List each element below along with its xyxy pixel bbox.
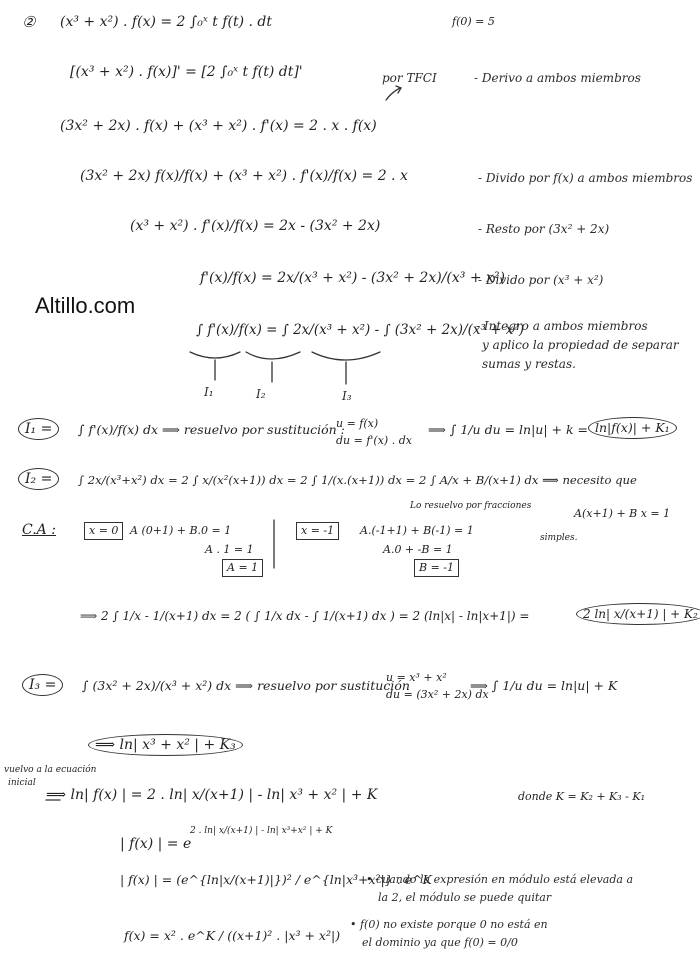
i3-final: ⟹ ln| x³ + x² | + K₃ xyxy=(88,734,243,756)
i3-sub-du: du = (3x² + 2x) dx xyxy=(386,688,489,701)
final-equation-4: f(x) = x² . e^K / ((x+1)² . |x³ + x²|) xyxy=(124,928,341,943)
equation-4: (3x² + 2x) f(x)/f(x) + (x³ + x²) . f'(x)/f(x) = 2 . x xyxy=(80,168,408,184)
note-divido-fx: - Divido por f(x) a ambos miembros xyxy=(478,171,693,185)
note-integro-3: sumas y restas. xyxy=(482,357,576,371)
i2-condition: A(x+1) + B x = 1 xyxy=(574,507,671,520)
case-xm1: x = -1 xyxy=(296,522,339,540)
equation-1: (x³ + x²) . f(x) = 2 ∫₀ˣ t f(t) . dt xyxy=(60,14,272,30)
i3-expression: ∫ (3x² + 2x)/(x³ + x²) dx ⟹ resuelvo por sustitución xyxy=(82,678,410,693)
note-derivo: - Derivo a ambos miembros xyxy=(474,71,641,85)
final-equation-3: | f(x) | = (e^{ln|x/(x+1)|})² / e^{ln|x³+x²|} . e^K xyxy=(120,872,432,887)
note-vuelvo-2: inicial xyxy=(8,778,36,788)
case-xm1-result: B = -1 xyxy=(414,559,459,577)
label-i2-under: I₂ xyxy=(256,387,266,401)
ca-label: C.A : xyxy=(22,522,56,538)
note-vuelvo-1: vuelvo a la ecuación xyxy=(4,765,97,775)
i3-label: I₃ = xyxy=(22,674,63,696)
case-xm1-eq1: A.(-1+1) + B(-1) = 1 xyxy=(360,524,474,537)
label-i3-under: I₃ xyxy=(342,389,352,403)
final-equation-2: | f(x) | = e xyxy=(120,836,192,852)
note-f0-1: • f(0) no existe porque 0 no está en xyxy=(350,918,548,931)
i2-final: 2 ln| x/(x+1) | + K₂ xyxy=(576,603,700,625)
i2-label: I₂ = xyxy=(18,468,59,490)
i1-sub-u: u = f(x) xyxy=(336,417,379,430)
i3-sub-u: u = x³ + x² xyxy=(386,671,447,684)
i1-sub-du: du = f'(x) . dx xyxy=(336,434,412,447)
equation-3: (3x² + 2x) . f(x) + (x³ + x²) . f'(x) = 2 . x . f(x) xyxy=(60,118,377,134)
note-tfci: por TFCI xyxy=(382,71,437,85)
i2-expression: ∫ 2x/(x³+x²) dx = 2 ∫ x/(x²(x+1)) dx = 2 ∫ 1/(x.(x+1)) dx = 2 ∫ A/x + B/(x+1) dx ⟹ necesito que xyxy=(78,473,637,487)
equation-2: [(x³ + x²) . f(x)]' = [2 ∫₀ˣ t f(t) dt]' xyxy=(70,64,303,80)
case-xm1-eq2: A.0 + -B = 1 xyxy=(383,543,453,556)
label-i1-under: I₁ xyxy=(204,385,214,399)
i1-final: ln|f(x)| + K₁ xyxy=(588,417,677,439)
note-integro-2: y aplico la propiedad de separar xyxy=(482,338,679,352)
i1-result: ⟹ ∫ 1/u du = ln|u| + k = xyxy=(428,422,589,437)
final-equation-1: ⟹ ln| f(x) | = 2 . ln| x/(x+1) | - ln| x³ + x² | + K xyxy=(46,787,378,803)
note-modulo-1: • cuando la expresión en módulo está elevada a xyxy=(366,873,633,886)
i2-result: ⟹ 2 ∫ 1/x - 1/(x+1) dx = 2 ( ∫ 1/x dx - ∫ 1/(x+1) dx ) = 2 (ln|x| - ln|x+1|) = xyxy=(80,609,530,623)
note-modulo-2: la 2, el módulo se puede quitar xyxy=(378,891,552,904)
case-x0-result: A = 1 xyxy=(222,559,263,577)
note-donde: donde K = K₂ + K₃ - K₁ xyxy=(518,790,646,803)
equation-5: (x³ + x²) . f'(x)/f(x) = 2x - (3x² + 2x) xyxy=(130,218,381,234)
note-divido-x: - Divido por (x³ + x²) xyxy=(478,273,604,287)
i1-label: I₁ = xyxy=(18,418,59,440)
altillo-watermark: Altillo.com xyxy=(35,293,136,318)
exponent-expression: 2 . ln| x/(x+1) | - ln| x³+x² | + K xyxy=(190,826,333,836)
case-x0: x = 0 xyxy=(84,522,123,540)
exercise-number: ② xyxy=(22,13,36,31)
equation-6: f'(x)/f(x) = 2x/(x³ + x²) - (3x² + 2x)/(x³ + x²) xyxy=(200,270,505,286)
case-x0-eq1: A (0+1) + B.0 = 1 xyxy=(130,524,232,537)
i2-note-fracciones-1: Lo resuelvo por fracciones xyxy=(410,501,532,511)
note-resto: - Resto por (3x² + 2x) xyxy=(478,222,610,236)
initial-condition: f(0) = 5 xyxy=(452,15,495,28)
i2-note-fracciones-2: simples. xyxy=(540,533,578,543)
note-f0-2: el dominio ya que f(0) = 0/0 xyxy=(362,936,518,949)
i1-expression: ∫ f'(x)/f(x) dx ⟹ resuelvo por sustitución : xyxy=(78,422,345,437)
note-integro-1: - Integro a ambos miembros xyxy=(476,319,648,333)
equation-7: ∫ f'(x)/f(x) = ∫ 2x/(x³ + x²) - ∫ (3x² + 2x)/(x³ + x²) xyxy=(196,322,525,338)
case-x0-eq2: A . 1 = 1 xyxy=(205,543,254,556)
i3-result: ⟹ ∫ 1/u du = ln|u| + K xyxy=(470,678,618,693)
